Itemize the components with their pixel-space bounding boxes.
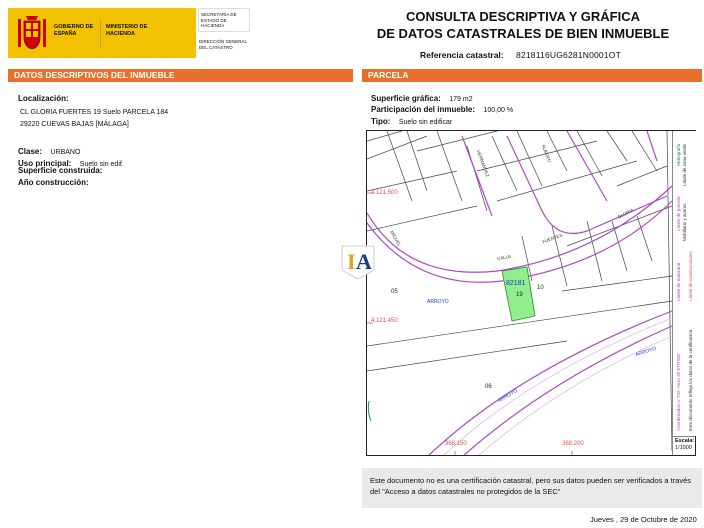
document-title: [350, 8, 696, 42]
coord-x-left: 368.150: [445, 441, 467, 447]
referencia-value[interactable]: 8218116UG6281N0001OT: [516, 50, 621, 60]
tipo-value: Suelo sin edificar: [398, 119, 453, 126]
title-line-2: DE DATOS CATASTRALES DE BIEN INMUEBLE: [376, 26, 670, 41]
coord-y-lower: 4.121.450: [371, 318, 398, 324]
street-arroyo-1: ARROYO: [427, 299, 449, 305]
referencia-label: Referencia catastral:: [420, 50, 504, 60]
clase-value: URBANO: [50, 149, 81, 156]
block-label-05: 05: [391, 289, 398, 295]
legend-item-5: Mobiliario y aceras: [682, 203, 687, 241]
parcel-number-10: 10: [537, 285, 544, 291]
secretaria-label: SECRETARÍA DE ESTADO DE HACIENDA: [198, 8, 250, 32]
uso-value: Suelo sin edif.: [79, 161, 124, 168]
ministerio-label: MINISTERIO DE HACIENDA: [106, 24, 148, 37]
map-scale: [672, 436, 695, 455]
street-miguel: MIGUEL: [389, 229, 403, 248]
coord-y-upper: 4.121.500: [371, 190, 398, 196]
ia-watermark-icon: [339, 243, 377, 281]
address-line-1: CL GLORIA FUERTES 19 Suelo PARCELA 184: [20, 109, 169, 116]
street-fuertes: FUERTES: [541, 232, 564, 245]
street-alberti: ALBERTI: [540, 143, 552, 164]
street-arroyo-2: ARROYO: [496, 387, 519, 405]
localizacion-label: Localización:: [18, 94, 69, 103]
coordinates-note: Coordenadas U.T.M. Huso 30 ETRS89: [676, 353, 681, 431]
gobierno-label: GOBIERNO DE ESPAÑA: [54, 24, 94, 37]
parcel-ref-label: 82181: [506, 280, 526, 287]
legend-item-4: Límite de manzana: [676, 262, 681, 301]
clase-label: Clase:: [18, 147, 43, 156]
parcel-number-19: 19: [516, 292, 523, 298]
superficie-grafica-value: 179 m2: [449, 96, 473, 103]
government-logo: [8, 8, 196, 58]
street-gloria: GLORIA: [616, 207, 635, 220]
tipo-row: [371, 111, 452, 129]
street-arroyo-3: ARROYO: [634, 345, 658, 359]
scale-label: Escala:: [675, 438, 695, 444]
uso-label: Uso principal:: [18, 159, 72, 168]
street-calle: CALLE: [496, 253, 512, 262]
map-drawing: [367, 131, 696, 456]
block-label-06: 06: [485, 384, 492, 390]
legend-item-1: Límite de parcela: [676, 196, 681, 231]
inmueble-section-header: DATOS DESCRIPTIVOS DEL INMUEBLE: [8, 69, 353, 82]
disclaimer-note: Este documento no es una certificación catastral, pero sus datos pueden ser verificados a través del "Acceso a datos catastrales no protegidos de la SEC": [362, 468, 702, 508]
superficie-grafica-label: Superficie gráfica:: [371, 94, 441, 103]
address-line-2: 29220 CUEVAS BAJAS [MÁLAGA]: [20, 121, 129, 128]
map-legend: [672, 131, 696, 436]
superficie-construida-label: Superficie construida:: [18, 166, 103, 175]
document-date: Jueves , 29 de Octubre de 2020: [590, 515, 697, 524]
scale-value: 1/1000: [675, 445, 692, 451]
legend-item-6: Límite de construcciones: [688, 251, 693, 301]
direccion-label: DIRECCIÓN GENERAL DEL CATASTRO: [199, 39, 247, 50]
svg-text:A: A: [356, 249, 372, 274]
svg-text:I: I: [347, 249, 356, 274]
street-hernandez: HERNANDEZ: [475, 149, 491, 178]
divider: [100, 20, 101, 48]
participacion-label: Participación del inmueble:: [371, 105, 476, 114]
parcela-section-header: PARCELA: [362, 69, 702, 82]
coord-x-right: 368.200: [562, 441, 584, 447]
anio-construccion-label: Año construcción:: [18, 178, 89, 187]
title-line-1: CONSULTA DESCRIPTIVA Y GRÁFICA: [405, 9, 640, 24]
participacion-value: 100,00 %: [483, 107, 514, 114]
coat-of-arms-icon: [14, 13, 50, 53]
legal-note: Este documento refleja los datos de la certificación: [688, 329, 693, 431]
legend-item-2: Hidrografía: [676, 143, 681, 166]
cadastral-map[interactable]: [366, 130, 696, 456]
referencia-row: [420, 50, 621, 60]
legend-item-3: Límite de zona verde: [682, 143, 687, 186]
tipo-label: Tipo:: [371, 117, 391, 126]
